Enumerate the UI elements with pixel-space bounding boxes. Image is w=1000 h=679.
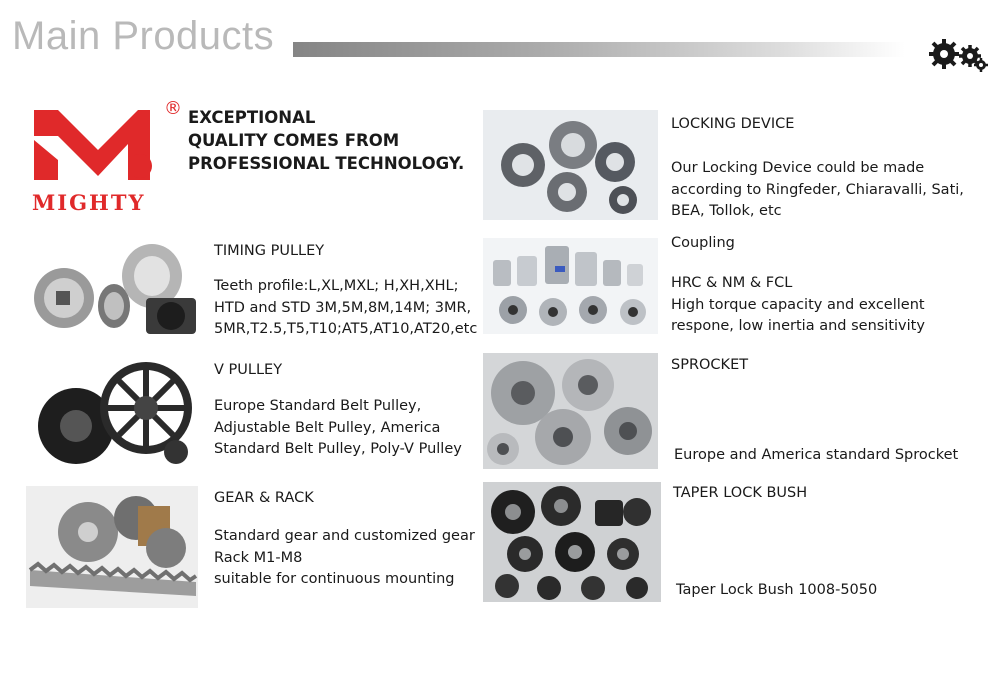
description-line: respone, low inertia and sensitivity <box>671 318 925 334</box>
taper-lock-bush-title: TAPER LOCK BUSH <box>673 485 808 501</box>
coupling-description <box>671 273 925 338</box>
brand-name: MIGHTY <box>32 190 146 215</box>
description-line: Rack M1-M8 <box>214 549 303 566</box>
description-line: 5MR,T2.5,T5,T10;AT5,AT10,AT20,etc <box>214 321 478 337</box>
gear-rack-description <box>214 526 475 591</box>
description-line: High torque capacity and excellent <box>671 296 925 313</box>
tagline-line: PROFESSIONAL TECHNOLOGY. <box>188 154 465 173</box>
page-title: Main Products <box>12 14 275 58</box>
timing-pulley-image <box>26 236 200 342</box>
coupling-title: Coupling <box>671 235 735 251</box>
description-line: Europe and America standard Sprocket <box>674 447 959 463</box>
v-pulley-title: V PULLEY <box>214 362 283 378</box>
registered-mark: ® <box>164 98 182 119</box>
taper-lock-bush-image <box>483 482 661 602</box>
gear-rack-image <box>26 486 198 608</box>
description-line: Teeth profile:L,XL,MXL; H,XH,XHL; <box>214 278 459 294</box>
description-line: HRC & NM & FCL <box>671 275 793 291</box>
description-line: Standard gear and customized gear <box>214 528 475 544</box>
header-gradient-bar <box>293 42 905 57</box>
tagline <box>188 106 468 175</box>
mighty-logo <box>28 98 182 216</box>
sprocket-image <box>483 353 658 469</box>
tagline-line: EXCEPTIONAL <box>188 108 316 127</box>
gear-rack-title: GEAR & RACK <box>214 490 314 506</box>
description-line: suitable for continuous mounting <box>214 571 455 587</box>
taper-lock-bush-description <box>676 580 877 602</box>
description-line: HTD and STD 3M,5M,8M,14M; 3MR, <box>214 299 472 316</box>
locking-device-title: LOCKING DEVICE <box>671 116 795 132</box>
timing-pulley-title: TIMING PULLEY <box>214 243 325 259</box>
timing-pulley-description <box>214 276 477 341</box>
description-line: BEA, Tollok, etc <box>671 203 782 219</box>
tagline-line: QUALITY COMES FROM <box>188 131 400 150</box>
sprocket-title: SPROCKET <box>671 357 749 373</box>
sprocket-description <box>674 445 958 467</box>
v-pulley-description <box>214 396 462 461</box>
locking-device-image <box>483 110 658 220</box>
description-line: Our Locking Device could be made <box>671 160 925 176</box>
description-line: Europe Standard Belt Pulley, <box>214 398 422 414</box>
description-line: Standard Belt Pulley, Poly-V Pulley <box>214 441 462 457</box>
description-line: Taper Lock Bush 1008-5050 <box>676 582 878 598</box>
description-line: Adjustable Belt Pulley, America <box>214 419 441 436</box>
gears-icon <box>928 38 988 72</box>
v-pulley-image <box>26 358 200 466</box>
description-line: according to Ringfeder, Chiaravalli, Sati, <box>671 181 964 198</box>
coupling-image <box>483 238 658 334</box>
locking-device-description <box>671 158 964 223</box>
